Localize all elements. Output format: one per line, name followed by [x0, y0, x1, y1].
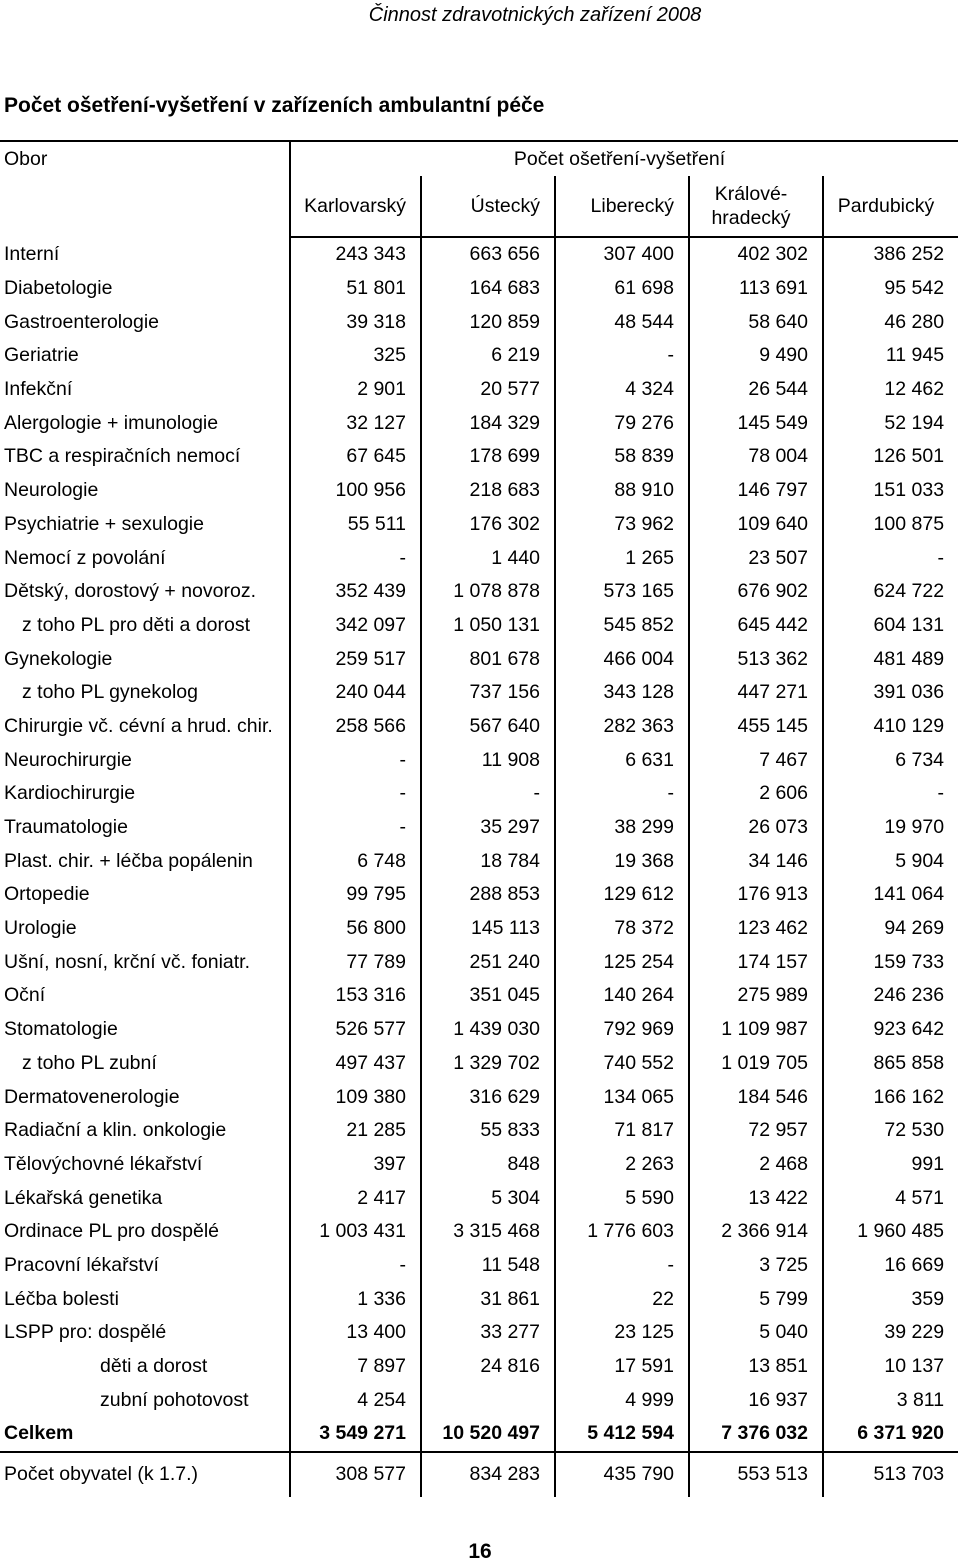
cell-value: 23 507	[689, 541, 823, 575]
cell-value: 11 908	[421, 743, 555, 777]
row-label: Neurochirurgie	[4, 748, 132, 771]
group-header: Počet ošetření-vyšetření	[290, 141, 958, 176]
cell-value: 7 897	[290, 1350, 421, 1384]
cell-value: 34 146	[689, 844, 823, 878]
cell-value: 94 269	[823, 912, 958, 946]
cell-value: 259 517	[290, 642, 421, 676]
cell-value: 848	[421, 1148, 555, 1182]
cell-value: 5 304	[421, 1181, 555, 1215]
row-label: Oční	[4, 984, 46, 1007]
cell-value: 359	[823, 1282, 958, 1316]
cell-value: 218 683	[421, 474, 555, 508]
table-row	[0, 1417, 958, 1452]
row-label: Ordinace PL pro dospělé	[4, 1220, 219, 1243]
cell-value: 67 645	[290, 440, 421, 474]
cell-value: 176 302	[421, 508, 555, 542]
cell-value: 33 277	[421, 1316, 555, 1350]
cell-value: 1 329 702	[421, 1047, 555, 1081]
cell-value: 145 113	[421, 912, 555, 946]
cell-value: 10 137	[823, 1350, 958, 1384]
cell-value: 3 315 468	[421, 1215, 555, 1249]
cell-value: 26 544	[689, 373, 823, 407]
cell-value: 22	[555, 1282, 689, 1316]
row-label: Ortopedie	[4, 883, 90, 906]
row-label: TBC a respiračních nemocí	[4, 445, 241, 468]
header-row-1	[0, 141, 958, 176]
cell-value: 513 362	[689, 642, 823, 676]
row-label: Tělovýchovné lékařství	[4, 1152, 203, 1175]
cell-value: 141 064	[823, 878, 958, 912]
table-row	[0, 474, 958, 508]
cell-value: 31 861	[421, 1282, 555, 1316]
cell-value: 573 165	[555, 575, 689, 609]
page-title: Počet ošetření-vyšetření v zařízeních ambulantní péče	[4, 94, 545, 117]
cell-value: 58 839	[555, 440, 689, 474]
table-row	[0, 743, 958, 777]
cell-value: 6 748	[290, 844, 421, 878]
cell-value: 1 960 485	[823, 1215, 958, 1249]
row-label: Chirurgie vč. cévní a hrud. chir.	[4, 714, 273, 737]
cell-value: 513 703	[823, 1452, 958, 1497]
cell-value: 26 073	[689, 811, 823, 845]
cell-value: 6 734	[823, 743, 958, 777]
cell-value: 38 299	[555, 811, 689, 845]
cell-value: 351 045	[421, 979, 555, 1013]
cell-value: -	[823, 777, 958, 811]
cell-value: 5 040	[689, 1316, 823, 1350]
cell-value: 13 400	[290, 1316, 421, 1350]
cell-value: 991	[823, 1148, 958, 1182]
row-label: Léčba bolesti	[4, 1287, 119, 1310]
cell-value	[421, 1383, 555, 1417]
cell-value: 16 669	[823, 1249, 958, 1283]
table-row	[0, 1249, 958, 1283]
cell-value: 343 128	[555, 676, 689, 710]
cell-value: 740 552	[555, 1047, 689, 1081]
row-label: Kardiochirurgie	[4, 782, 136, 805]
cell-value: 663 656	[421, 237, 555, 272]
row-label: z toho PL zubní	[22, 1051, 157, 1074]
cell-value: 2 366 914	[689, 1215, 823, 1249]
cell-value: 166 162	[823, 1080, 958, 1114]
cell-value: 7 467	[689, 743, 823, 777]
cell-value: 120 859	[421, 305, 555, 339]
cell-value: 95 542	[823, 272, 958, 306]
cell-value: 184 329	[421, 406, 555, 440]
table-row	[0, 339, 958, 373]
cell-value: 402 302	[689, 237, 823, 272]
cell-value: 410 129	[823, 710, 958, 744]
table-row	[0, 373, 958, 407]
cell-value: 129 612	[555, 878, 689, 912]
cell-value: 146 797	[689, 474, 823, 508]
row-label: Alergologie + imunologie	[4, 411, 219, 434]
cell-value: 51 801	[290, 272, 421, 306]
row-label: Interní	[4, 242, 60, 265]
cell-value: 73 962	[555, 508, 689, 542]
running-header-text: Činnost zdravotnických zařízení 2008	[368, 4, 702, 26]
table-row	[0, 272, 958, 306]
col-header-karlovarsky: Karlovarský	[290, 176, 421, 237]
cell-value: 923 642	[823, 1013, 958, 1047]
table-row	[0, 811, 958, 845]
cell-value: 13 851	[689, 1350, 823, 1384]
table-row	[0, 1316, 958, 1350]
row-label: LSPP pro: dospělé	[4, 1321, 167, 1344]
row-label: Dermatovenerologie	[4, 1085, 180, 1108]
cell-value: 19 368	[555, 844, 689, 878]
cell-value: 79 276	[555, 406, 689, 440]
table-row	[0, 1452, 958, 1497]
table-row	[0, 440, 958, 474]
cell-value: 39 318	[290, 305, 421, 339]
cell-value: 6 371 920	[823, 1417, 958, 1452]
cell-value: 6 631	[555, 743, 689, 777]
row-label: děti a dorost	[100, 1355, 208, 1378]
cell-value: 307 400	[555, 237, 689, 272]
cell-value: 77 789	[290, 945, 421, 979]
cell-value: 275 989	[689, 979, 823, 1013]
cell-value: 78 004	[689, 440, 823, 474]
cell-value: 12 462	[823, 373, 958, 407]
cell-value: -	[290, 541, 421, 575]
cell-value: 19 970	[823, 811, 958, 845]
cell-value: 1 439 030	[421, 1013, 555, 1047]
cell-value: 4 254	[290, 1383, 421, 1417]
table-row	[0, 609, 958, 643]
cell-value: 58 640	[689, 305, 823, 339]
row-label: Pracovní lékařství	[4, 1253, 159, 1276]
cell-value: 151 033	[823, 474, 958, 508]
cell-value: 100 956	[290, 474, 421, 508]
row-label: Gynekologie	[4, 647, 113, 670]
cell-value: 1 336	[290, 1282, 421, 1316]
cell-value: 1 265	[555, 541, 689, 575]
cell-value: 435 790	[555, 1452, 689, 1497]
cell-value: 545 852	[555, 609, 689, 643]
table-row	[0, 237, 958, 272]
cell-value: 153 316	[290, 979, 421, 1013]
cell-value: -	[421, 777, 555, 811]
cell-value: 21 285	[290, 1114, 421, 1148]
cell-value: 325	[290, 339, 421, 373]
table-row	[0, 1013, 958, 1047]
cell-value: 109 640	[689, 508, 823, 542]
cell-value: 1 776 603	[555, 1215, 689, 1249]
cell-value: 1 440	[421, 541, 555, 575]
row-label: z toho PL gynekolog	[22, 681, 198, 704]
col-header-kralovehradecky-line2: hradecký	[711, 207, 791, 229]
cell-value: 282 363	[555, 710, 689, 744]
cell-value: 113 691	[689, 272, 823, 306]
row-label: Nemocí z povolání	[4, 546, 166, 569]
table-row	[0, 777, 958, 811]
col-header-liberecky: Liberecký	[555, 176, 689, 237]
cell-value: 2 901	[290, 373, 421, 407]
cell-value: 481 489	[823, 642, 958, 676]
row-header-obor: Obor	[0, 141, 290, 237]
cell-value: 10 520 497	[421, 1417, 555, 1452]
cell-value: 865 858	[823, 1047, 958, 1081]
cell-value: 32 127	[290, 406, 421, 440]
cell-value: 397	[290, 1148, 421, 1182]
cell-value: 553 513	[689, 1452, 823, 1497]
cell-value: 258 566	[290, 710, 421, 744]
table-row	[0, 541, 958, 575]
cell-value: 4 324	[555, 373, 689, 407]
cell-value: 497 437	[290, 1047, 421, 1081]
cell-value: 48 544	[555, 305, 689, 339]
table-row	[0, 508, 958, 542]
cell-value: 391 036	[823, 676, 958, 710]
cell-value: 184 546	[689, 1080, 823, 1114]
table-row	[0, 1148, 958, 1182]
cell-value: 386 252	[823, 237, 958, 272]
cell-value: 352 439	[290, 575, 421, 609]
cell-value: 834 283	[421, 1452, 555, 1497]
table-row	[0, 642, 958, 676]
cell-value: 71 817	[555, 1114, 689, 1148]
cell-value: 1 050 131	[421, 609, 555, 643]
data-table	[0, 140, 958, 1497]
cell-value: 39 229	[823, 1316, 958, 1350]
cell-value: 288 853	[421, 878, 555, 912]
col-header-pardubicky: Pardubický	[823, 176, 958, 237]
cell-value: 55 511	[290, 508, 421, 542]
cell-value: 5 904	[823, 844, 958, 878]
cell-value: 1 003 431	[290, 1215, 421, 1249]
col-header-kralovehradecky-line1: Králové-	[714, 183, 788, 205]
cell-value: 72 957	[689, 1114, 823, 1148]
cell-value: 20 577	[421, 373, 555, 407]
cell-value: 604 131	[823, 609, 958, 643]
cell-value: 9 490	[689, 339, 823, 373]
row-label: Dětský, dorostový + novoroz.	[4, 580, 256, 603]
cell-value: 342 097	[290, 609, 421, 643]
table-row	[0, 1047, 958, 1081]
row-label: Neurologie	[4, 479, 99, 502]
cell-value: 676 902	[689, 575, 823, 609]
row-label: Geriatrie	[4, 344, 79, 367]
cell-value: 1 078 878	[421, 575, 555, 609]
cell-value: 23 125	[555, 1316, 689, 1350]
row-label: Počet obyvatel (k 1.7.)	[0, 1452, 290, 1497]
cell-value: 56 800	[290, 912, 421, 946]
cell-value: 2 263	[555, 1148, 689, 1182]
cell-value: 16 937	[689, 1383, 823, 1417]
cell-value: -	[555, 777, 689, 811]
cell-value: 5 799	[689, 1282, 823, 1316]
row-label: zubní pohotovost	[100, 1388, 249, 1411]
cell-value: 13 422	[689, 1181, 823, 1215]
col-header-kralovehradecky	[689, 176, 823, 237]
table-row	[0, 710, 958, 744]
cell-value: 88 910	[555, 474, 689, 508]
table-row	[0, 844, 958, 878]
cell-value: 174 157	[689, 945, 823, 979]
cell-value: 645 442	[689, 609, 823, 643]
cell-value: 801 678	[421, 642, 555, 676]
table-row	[0, 1215, 958, 1249]
cell-value: 316 629	[421, 1080, 555, 1114]
cell-value: 109 380	[290, 1080, 421, 1114]
cell-value: 145 549	[689, 406, 823, 440]
cell-value: 140 264	[555, 979, 689, 1013]
cell-value: 176 913	[689, 878, 823, 912]
cell-value: 1 019 705	[689, 1047, 823, 1081]
cell-value: 246 236	[823, 979, 958, 1013]
table-row	[0, 878, 958, 912]
cell-value: 5 412 594	[555, 1417, 689, 1452]
cell-value: 447 271	[689, 676, 823, 710]
cell-value: 243 343	[290, 237, 421, 272]
table-row	[0, 406, 958, 440]
row-label: Celkem	[4, 1422, 74, 1445]
cell-value: 737 156	[421, 676, 555, 710]
cell-value: 4 999	[555, 1383, 689, 1417]
cell-value: 100 875	[823, 508, 958, 542]
cell-value: 35 297	[421, 811, 555, 845]
cell-value: 3 549 271	[290, 1417, 421, 1452]
cell-value: 99 795	[290, 878, 421, 912]
cell-value: 1 109 987	[689, 1013, 823, 1047]
cell-value: 125 254	[555, 945, 689, 979]
cell-value: 178 699	[421, 440, 555, 474]
row-label: Plast. chir. + léčba popálenin	[4, 849, 253, 872]
cell-value: -	[290, 777, 421, 811]
cell-value: 2 468	[689, 1148, 823, 1182]
cell-value: 251 240	[421, 945, 555, 979]
cell-value: 526 577	[290, 1013, 421, 1047]
cell-value: -	[290, 743, 421, 777]
cell-value: 567 640	[421, 710, 555, 744]
row-label: Urologie	[4, 917, 77, 940]
cell-value: 6 219	[421, 339, 555, 373]
cell-value: 792 969	[555, 1013, 689, 1047]
table-row	[0, 1080, 958, 1114]
cell-value: 24 816	[421, 1350, 555, 1384]
table-row	[0, 1114, 958, 1148]
cell-value: 126 501	[823, 440, 958, 474]
cell-value: 4 571	[823, 1181, 958, 1215]
table-row	[0, 1383, 958, 1417]
col-header-ustecky: Ústecký	[421, 176, 555, 237]
table-row	[0, 305, 958, 339]
cell-value: 2 606	[689, 777, 823, 811]
row-label: z toho PL pro děti a dorost	[22, 613, 251, 636]
table-row	[0, 945, 958, 979]
cell-value: 78 372	[555, 912, 689, 946]
cell-value: 308 577	[290, 1452, 421, 1497]
table-body	[0, 237, 958, 1497]
cell-value: 2 417	[290, 1181, 421, 1215]
cell-value: 18 784	[421, 844, 555, 878]
table-row	[0, 1350, 958, 1384]
table-row	[0, 676, 958, 710]
running-header	[0, 4, 960, 27]
cell-value: 164 683	[421, 272, 555, 306]
cell-value: 7 376 032	[689, 1417, 823, 1452]
cell-value: 11 945	[823, 339, 958, 373]
cell-value: -	[290, 1249, 421, 1283]
cell-value: -	[555, 339, 689, 373]
cell-value: 11 548	[421, 1249, 555, 1283]
table-row	[0, 979, 958, 1013]
cell-value: 240 044	[290, 676, 421, 710]
row-label: Psychiatrie + sexulogie	[4, 512, 204, 535]
row-label: Infekční	[4, 378, 73, 401]
table-row	[0, 1282, 958, 1316]
table-row	[0, 912, 958, 946]
row-label: Traumatologie	[4, 816, 128, 839]
cell-value: 455 145	[689, 710, 823, 744]
cell-value: 3 811	[823, 1383, 958, 1417]
cell-value: 52 194	[823, 406, 958, 440]
row-label: Diabetologie	[4, 277, 113, 300]
cell-value: 159 733	[823, 945, 958, 979]
row-label: Radiační a klin. onkologie	[4, 1119, 227, 1142]
table-row	[0, 575, 958, 609]
cell-value: 134 065	[555, 1080, 689, 1114]
cell-value: 466 004	[555, 642, 689, 676]
cell-value: 46 280	[823, 305, 958, 339]
row-label: Stomatologie	[4, 1018, 118, 1041]
cell-value: 17 591	[555, 1350, 689, 1384]
cell-value: 624 722	[823, 575, 958, 609]
cell-value: 5 590	[555, 1181, 689, 1215]
row-label: Gastroenterologie	[4, 310, 160, 333]
cell-value: -	[290, 811, 421, 845]
cell-value: 61 698	[555, 272, 689, 306]
cell-value: 3 725	[689, 1249, 823, 1283]
page-number: 16	[468, 1540, 492, 1563]
cell-value: -	[555, 1249, 689, 1283]
cell-value: 123 462	[689, 912, 823, 946]
cell-value: 55 833	[421, 1114, 555, 1148]
row-label: Ušní, nosní, krční vč. foniatr.	[4, 950, 251, 973]
row-label: Lékařská genetika	[4, 1186, 163, 1209]
cell-value: 72 530	[823, 1114, 958, 1148]
table-row	[0, 1181, 958, 1215]
cell-value: -	[823, 541, 958, 575]
